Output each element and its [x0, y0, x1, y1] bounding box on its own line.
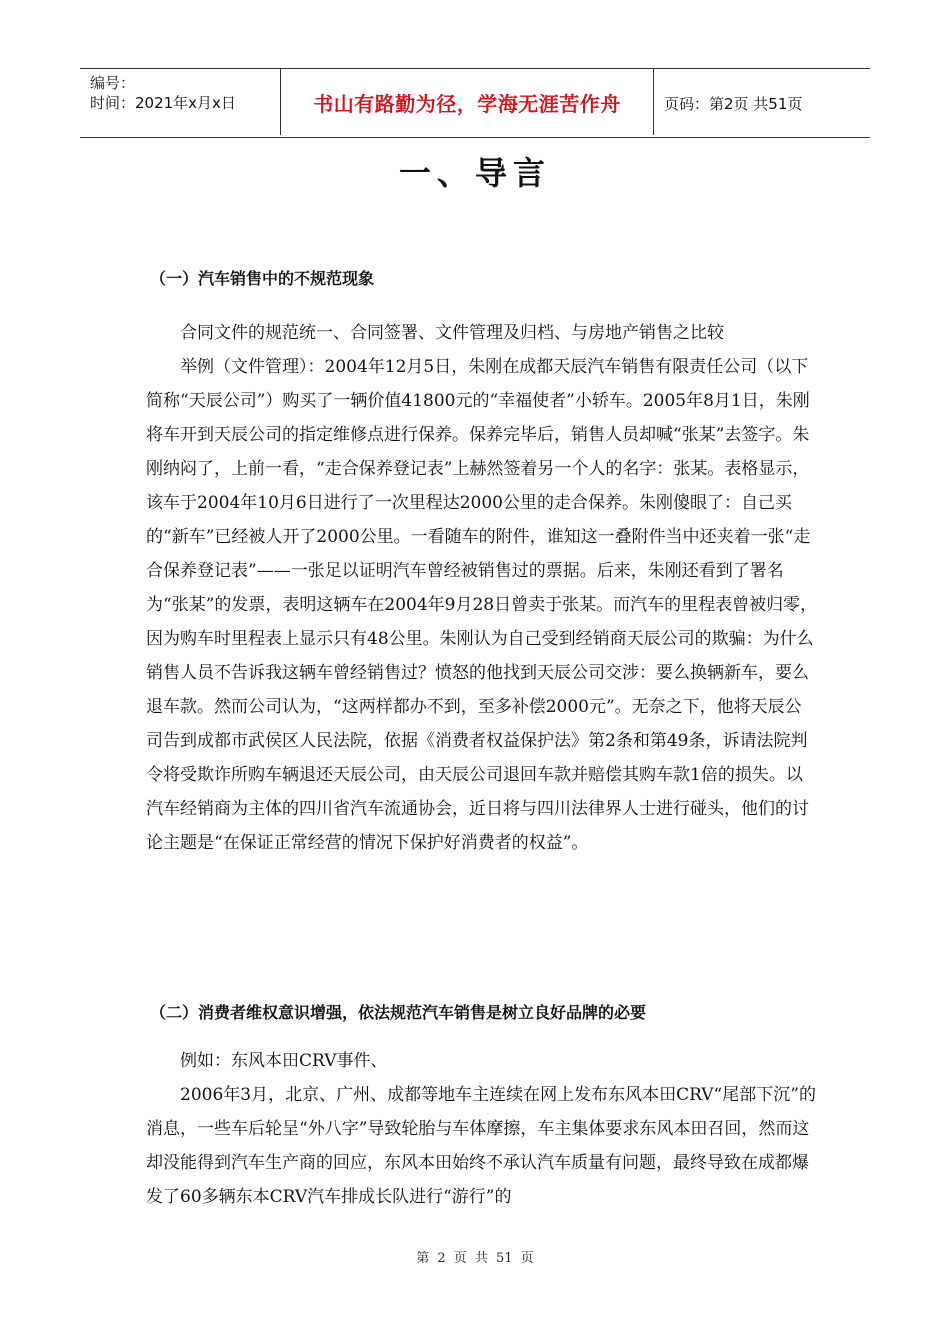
paragraph-contract-list [146, 316, 818, 350]
section-heading-2: （二）消费者维权意识增强，依法规范汽车销售是树立良好品牌的必要 [150, 1003, 647, 1022]
paragraph-example-case [146, 350, 818, 860]
document-date: 时间：2021年x月x日 [90, 94, 236, 112]
paragraph-crv-example [146, 1044, 818, 1078]
paragraph-crv-event [146, 1078, 818, 1214]
section-heading-1: （一）汽车销售中的不规范现象 [150, 269, 375, 288]
paragraph-crv-event-text: 2006年3月，北京、广州、成都等地车主连续在网上发布东风本田CRV“尾部下沉”的消息，一些车后轮呈“外八字”导致轮胎与车体摩擦，车主集体要求东风本田召回，然而这却没能得到汽车生产商的回应，东风本田始终不承认汽车质量有问题，最终导致在成都爆发了60多辆东本CRV汽车排成长队进行“游行”的 [146, 1085, 816, 1207]
header-page-info: 页码：第2页 共51页 [664, 94, 803, 113]
page-footer: 第 2 页 共 51 页 [416, 1251, 534, 1266]
paragraph-crv-example-text: 例如：东风本田CRV事件、 [180, 1051, 388, 1071]
header-motto: 书山有路勤为径，学海无涯苦作舟 [280, 69, 654, 135]
page-title: 一、导言 [398, 154, 551, 192]
paragraph-contract-list-text: 合同文件的规范统一、合同签署、文件管理及归档、与房地产销售之比较 [180, 323, 724, 343]
document-number-label: 编号： [90, 74, 136, 92]
page-header [80, 68, 870, 138]
header-meta [80, 69, 280, 137]
paragraph-example-case-text: 举例（文件管理）：2004年12月5日，朱刚在成都天辰汽车销售有限责任公司（以下简称“天辰公司”）购买了一辆价值41800元的“幸福使者”小轿车。2005年8月1日，朱刚将车开到天辰公司的指定维修点进行保养。保养完毕后，销售人员却喊“张某”去签字。朱刚纳闷了，上前一看，“走合保养登记表”上赫然签着另一个人的名字：张某。表格显示，该车于2004年10月6日进行了一次里程达2000公里的走合保养。朱刚傻眼了：自己买的“新车”已经被人开了2000公里。一看随车的附件，谁知这一叠附件当中还夹着一张“走合保养登记表”——一张足以证明汽车曾经被销售过的票据。后来，朱刚还看到了署名为“张某”的发票，表明这辆车在2004年9月28日曾卖于张某。而汽车的里程表曾被归零，因为购车时里程表上显示只有48公里。朱刚认为自己受到经销商天辰公司的欺骗：为什么销售人员不告诉我这辆车曾经销售过？愤怒的他找到天辰公司交涉：要么换辆新车，要么退车款。然而公司认为，“这两样都办不到，至多补偿2000元”。无奈之下，他将天辰公司告到成都市武侯区人民法院，依据《消费者权益保护法》第2条和第49条，诉请法院判令将受欺诈所购车辆退还天辰公司，由天辰公司退回车款并赔偿其购车款1倍的损失。以汽车经销商为主体的四川省汽车流通协会，近日将与四川法律界人士进行碰头，他们的讨论主题是“在保证正常经营的情况下保护好消费者的权益”。 [146, 357, 818, 853]
